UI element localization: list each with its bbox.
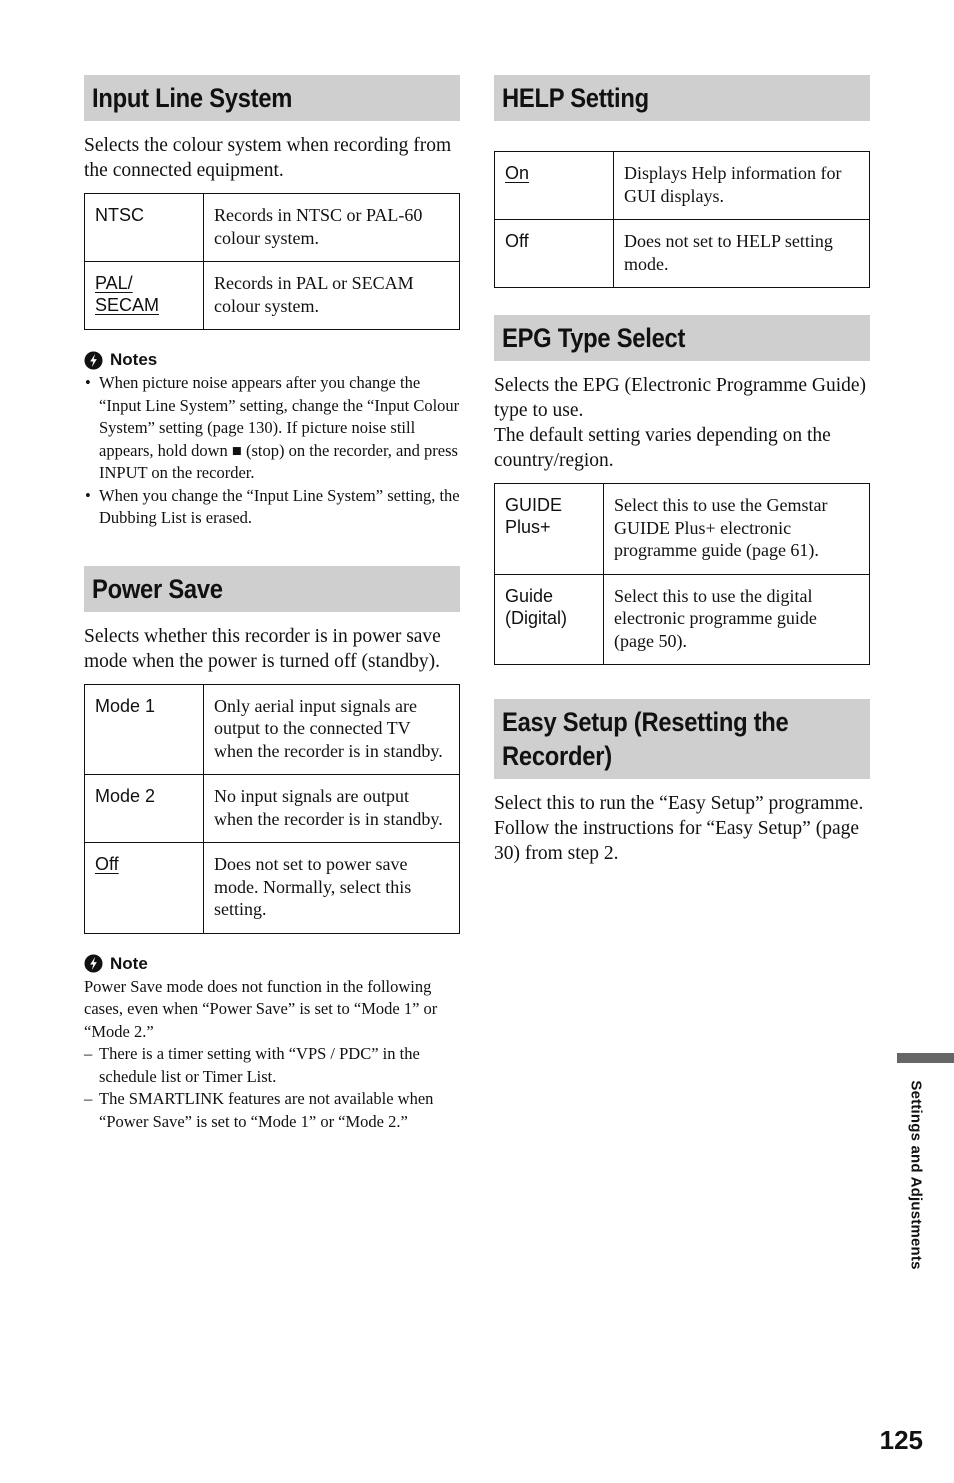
right-column bbox=[494, 75, 870, 876]
help-setting-table bbox=[494, 151, 870, 288]
option-description: Select this to use the Gemstar GUIDE Plus+ electronic programme guide (page 61). bbox=[614, 495, 828, 560]
option-description: Does not set to HELP setting mode. bbox=[614, 220, 870, 288]
left-column bbox=[84, 75, 460, 1133]
input-line-system-intro: Selects the colour system when recording from the connected equipment. bbox=[84, 135, 452, 181]
option-key: NTSC bbox=[85, 194, 204, 262]
power-save-heading: Power Save bbox=[84, 566, 460, 612]
option-description: Select this to use the digital electronic programme guide (page 50). bbox=[604, 574, 870, 665]
power-save-intro: Selects whether this recorder is in power save mode when the power is turned off (standby). bbox=[84, 625, 441, 672]
input-line-system-heading: Input Line System bbox=[84, 75, 460, 121]
option-key: Mode 2 bbox=[85, 775, 204, 843]
notes-heading: Notes bbox=[84, 350, 460, 370]
option-key-text: Off bbox=[95, 854, 119, 874]
option-key: Mode 1 bbox=[85, 684, 204, 775]
epg-type-select-heading: EPG Type Select bbox=[494, 315, 870, 361]
option-description: Records in PAL or SECAM colour system. bbox=[204, 262, 460, 330]
option-key-default bbox=[495, 152, 614, 220]
option-description: Records in NTSC or PAL-60 colour system. bbox=[214, 205, 423, 248]
option-key-text: PAL/ SECAM bbox=[95, 273, 160, 315]
option-key: Guide (Digital) bbox=[495, 574, 604, 665]
list-item: • When you change the “Input Line System” setting, the Dubbing List is erased. bbox=[84, 485, 460, 530]
help-setting-heading: HELP Setting bbox=[494, 75, 870, 121]
easy-setup-heading: Easy Setup (Resetting the Recorder) bbox=[494, 699, 870, 779]
note-text: Power Save mode does not function in the following cases, even when “Power Save” is set to “Mode 1” or “Mode 2.” bbox=[84, 976, 438, 1041]
caution-icon bbox=[84, 351, 103, 370]
input-line-system-table bbox=[84, 193, 460, 330]
list-item: – The SMARTLINK features are not available when “Power Save” is set to “Mode 1” or “Mode 2.” bbox=[84, 1088, 460, 1133]
option-description: Does not set to power save mode. Normally, select this setting. bbox=[204, 843, 460, 934]
section-side-label: Settings and Adjustments bbox=[907, 1080, 925, 1270]
table-row bbox=[85, 262, 460, 330]
table-row bbox=[85, 775, 460, 843]
section-tab-marker bbox=[897, 1053, 954, 1063]
table-row bbox=[495, 484, 870, 575]
list-item: – There is a timer setting with “VPS / PDC” in the schedule list or Timer List. bbox=[84, 1043, 460, 1088]
table-row bbox=[85, 194, 460, 262]
option-key-text: On bbox=[505, 163, 530, 183]
easy-setup-text: Select this to run the “Easy Setup” programme. Follow the instructions for “Easy Setup” (page 30) from step 2. bbox=[494, 793, 864, 864]
epg-type-select-table bbox=[494, 483, 870, 665]
note-heading: Note bbox=[84, 954, 460, 974]
option-key-default bbox=[85, 262, 204, 330]
option-key: Off bbox=[495, 220, 614, 288]
option-key: GUIDE Plus+ bbox=[495, 484, 604, 575]
power-save-table bbox=[84, 684, 460, 934]
epg-type-select-intro: Selects the EPG (Electronic Programme Guide) type to use. The default setting varies depending on the country/region. bbox=[494, 375, 867, 471]
table-row bbox=[495, 574, 870, 665]
list-item: • When picture noise appears after you change the “Input Line System” setting, change the “Input Colour System” setting (page 130). If picture noise still appears, hold down ■ (stop) on the recorder, and press INPUT on the recorder. bbox=[84, 372, 460, 485]
notes-list bbox=[84, 372, 460, 530]
page-number: 125 bbox=[879, 1425, 923, 1455]
table-row bbox=[495, 152, 870, 220]
option-description: Displays Help information for GUI displays. bbox=[624, 163, 842, 206]
option-description: No input signals are output when the recorder is in standby. bbox=[204, 775, 460, 843]
table-row bbox=[85, 684, 460, 775]
caution-icon bbox=[84, 954, 103, 973]
note-list bbox=[84, 1043, 460, 1133]
option-description: Only aerial input signals are output to the connected TV when the recorder is in standby. bbox=[214, 695, 443, 761]
option-key-default bbox=[85, 843, 204, 934]
table-row bbox=[85, 843, 460, 934]
table-row bbox=[495, 220, 870, 288]
